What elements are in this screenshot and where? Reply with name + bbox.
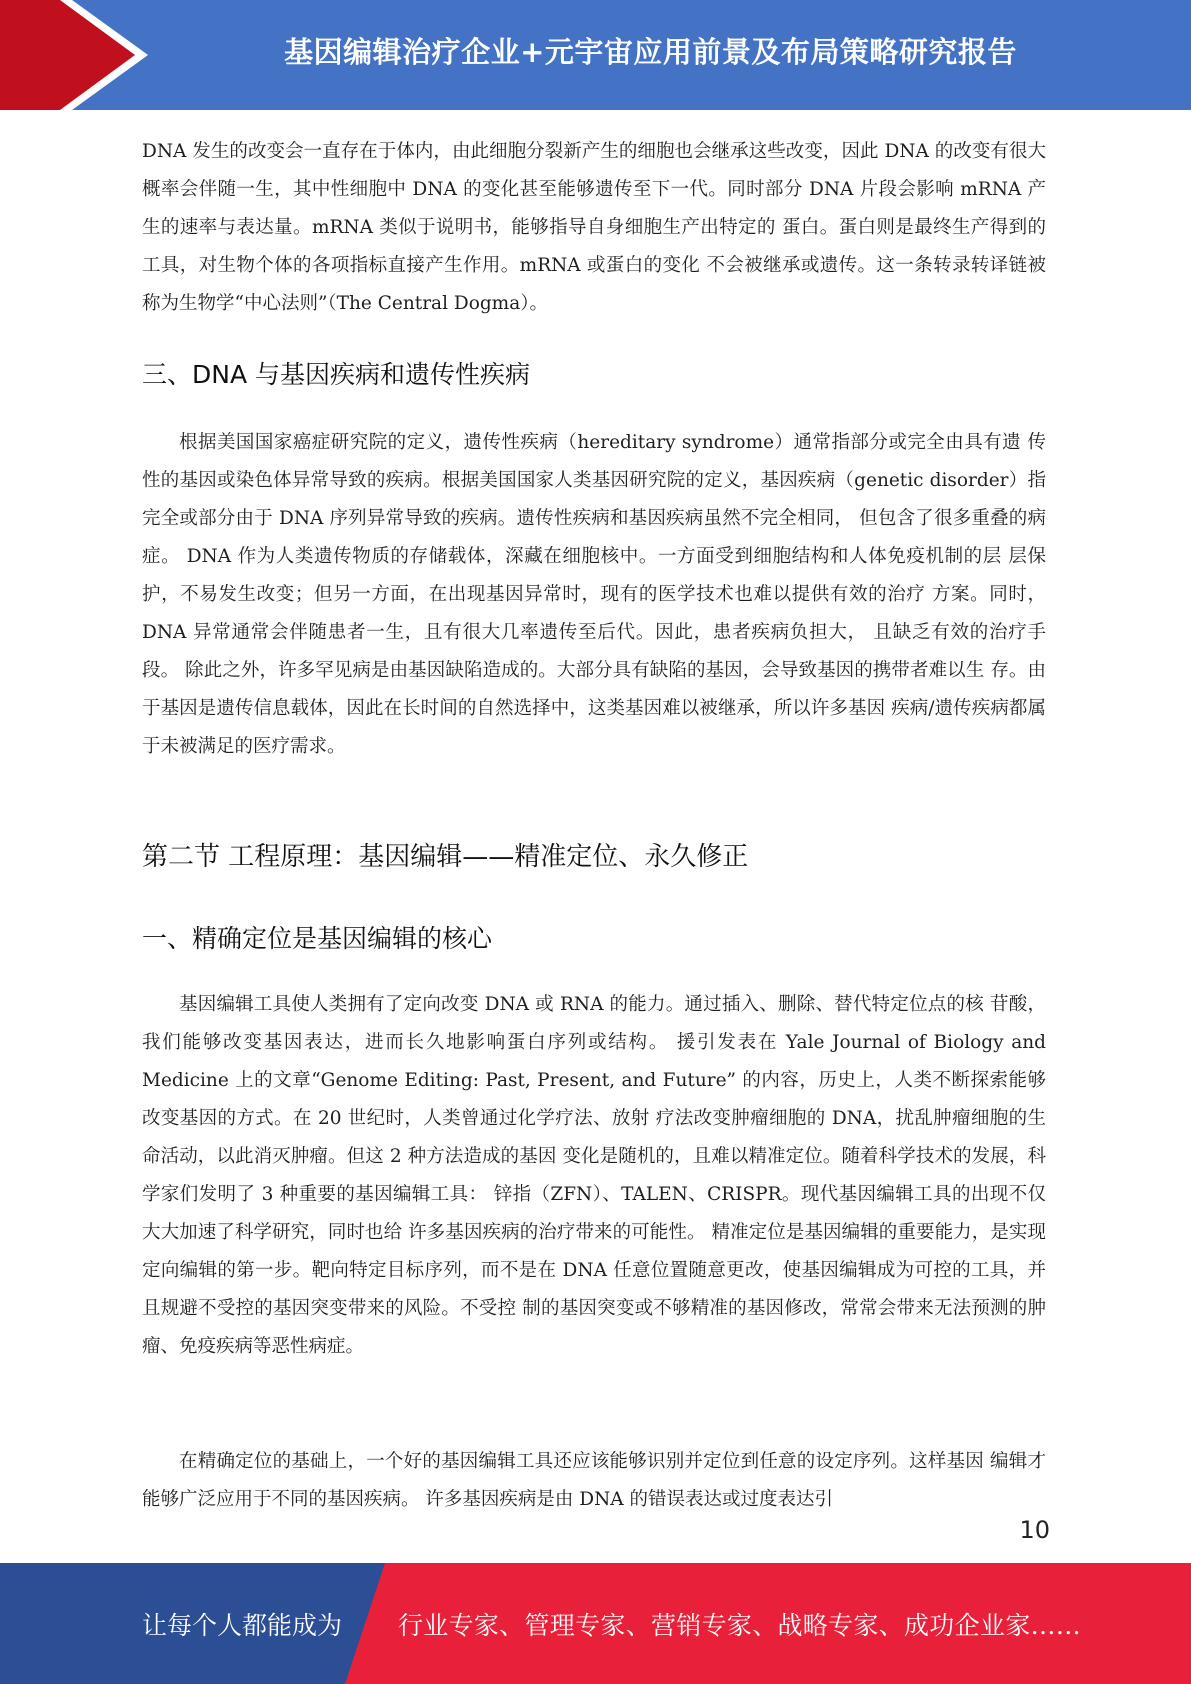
document-title: 基因编辑治疗企业+元宇宙应用前景及布局策略研究报告	[284, 34, 1017, 69]
paragraph-precise-positioning-basis: 在精确定位的基础上，一个好的基因编辑工具还应该能够识别并定位到任意的设定序列。这样基因 编辑才能够广泛应用于不同的基因疾病。 许多基因疾病是由 DNA 的错误表达或过度表达引	[142, 1451, 1046, 1510]
page-number: 10	[1019, 1516, 1050, 1544]
footer-slogan-left: 让每个人都能成为	[142, 1610, 343, 1640]
section-heading-dna-genetic-disease: 三、DNA 与基因疾病和遗传性疾病	[142, 360, 531, 389]
paragraph-gene-editing-tools: 基因编辑工具使人类拥有了定向改变 DNA 或 RNA 的能力。通过插入、删除、替代特定位点的核 苷酸，我们能够改变基因表达，进而长久地影响蛋白序列或结构。 援引发表在 Yale Journal of Biology and Medicine 上的文章“Genome Editing: Past, Present, and Future” 的内容，历史上，人类不断探索能够改变基因的方式。在 20 世纪时，人类曾通过化学疗法、放射 疗法改变肿瘤细胞的 DNA，扰乱肿瘤细胞的生命活动，以此消灭肿瘤。但这 2 种方法造成的基因 变化是随机的，且难以精准定位。随着科学技术的发展，科学家们发明了 3 种重要的基因编辑工具： 锌指（ZFN）、TALEN、CRISPR。现代基因编辑工具的出现不仅大大加速了科学研究，同时也给 许多基因疾病的治疗带来的可能性。 精准定位是基因编辑的重要能力，是实现定向编辑的第一步。靶向特定目标序列，而不是在 DNA 任意位置随意更改，使基因编辑成为可控的工具，并且规避不受控的基因突变带来的风险。不受控 制的基因突变或不够精准的基因修改，常常会带来无法预测的肿瘤、免疫疾病等恶性病症。	[142, 994, 1046, 1357]
section-heading-precise-positioning: 一、精确定位是基因编辑的核心	[142, 924, 493, 953]
chapter-heading-engineering-principle: 第二节 工程原理：基因编辑——精准定位、永久修正	[142, 842, 749, 872]
footer-slogan-right: 行业专家、管理专家、营销专家、战略专家、成功企业家……	[398, 1610, 1082, 1640]
page-header	[0, 0, 1191, 110]
page-footer	[0, 1563, 1191, 1684]
paragraph-genetic-disease-definition: 根据美国国家癌症研究院的定义，遗传性疾病（hereditary syndrome）通常指部分或完全由具有遗 传性的基因或染色体异常导致的疾病。根据美国国家人类基因研究院的定义，基因疾病（genetic disorder）指完全或部分由于 DNA 序列异常导致的疾病。遗传性疾病和基因疾病虽然不完全相同， 但包含了很多重叠的病症。 DNA 作为人类遗传物质的存储载体，深藏在细胞核中。一方面受到细胞结构和人体免疫机制的层 层保护，不易发生改变；但另一方面，在出现基因异常时，现有的医学技术也难以提供有效的治疗 方案。同时，DNA 异常通常会伴随患者一生，且有很大几率遗传至后代。因此，患者疾病负担大， 且缺乏有效的治疗手段。 除此之外，许多罕见病是由基因缺陷造成的。大部分具有缺陷的基因，会导致基因的携带者难以生 存。由于基因是遗传信息载体，因此在长时间的自然选择中，这类基因难以被继承，所以许多基因 疾病/遗传疾病都属于未被满足的医疗需求。	[142, 432, 1046, 757]
paragraph-dna-changes: DNA 发生的改变会一直存在于体内，由此细胞分裂新产生的细胞也会继承这些改变，因此 DNA 的改变有很大概率会伴随一生，其中性细胞中 DNA 的变化甚至能够遗传至下一代。同时部分 DNA 片段会影响 mRNA 产生的速率与表达量。mRNA 类似于说明书，能够指导自身细胞生产出特定的 蛋白。蛋白则是最终生产得到的工具，对生物个体的各项指标直接产生作用。mRNA 或蛋白的变化 不会被继承或遗传。这一条转录转译链被称为生物学“中心法则”（The Central Dogma）。	[142, 141, 1046, 314]
